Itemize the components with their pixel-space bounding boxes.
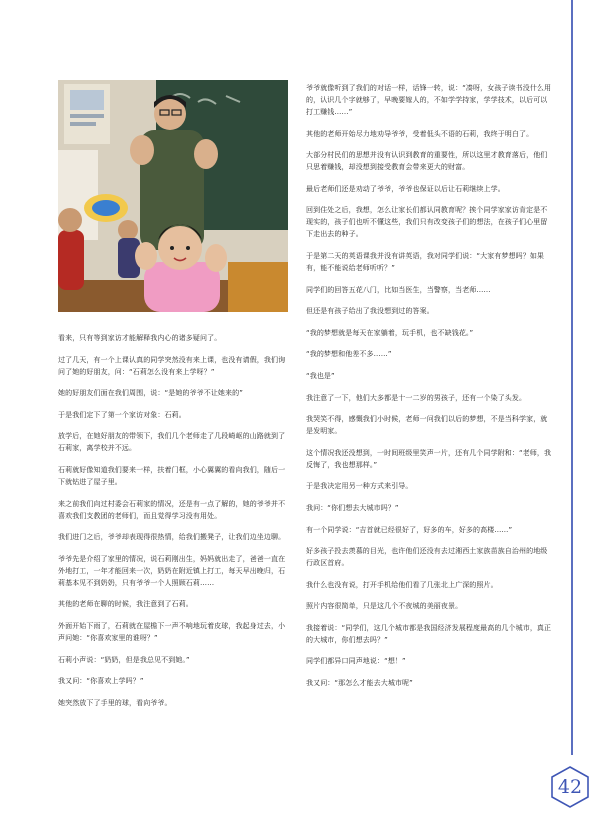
paragraph: 我又问：“你喜欢上学吗？”	[58, 677, 144, 686]
paragraph: “我的梦想和他差不多……”	[306, 350, 392, 359]
paragraph: 来之前我们向过村委会石莉家的情况，还是有一点了解的，她的爷爷并不喜欢我们支教团的老师们，而且觉得学习没有用处。	[58, 499, 286, 520]
paragraph: 有一个同学说：“吉首就已经很好了，好多的车，好多的高楼……”	[306, 525, 513, 534]
paragraph: “我也是”	[306, 371, 335, 380]
paragraph: 我什么也没有说，打开手机给他们看了几张北上广深的照片。	[306, 580, 498, 589]
paragraph: 我问：“你们想去大城市吗？”	[306, 503, 399, 512]
paragraph: 我们进门之后，爷爷却表现得很热情，给我们搬凳子，让我们边坐边聊。	[58, 533, 286, 542]
article-column-left	[58, 332, 290, 718]
paragraph: 爷爷先是介绍了家里的情况，说石莉刚出生，妈妈就出走了，爸爸一直在外地打工，一年才能回来一次，奶奶在附近镇上打工，每天早出晚归，石莉基本见不到奶奶，只有爷爷一个人照顾石莉……	[58, 554, 286, 587]
paragraph: 于是第二天的英语课我并没有讲英语，我对同学们说：“大家有梦想吗？如果有，能不能说给老师听听？”	[306, 251, 545, 272]
paragraph: “我的梦想就是每天在家躺着，玩手机，也不缺钱花。”	[306, 328, 474, 337]
paragraph: 她的好朋友们面在我们周围，说：“是她的爷爷不让她来的”	[58, 389, 243, 398]
classroom-photo-icon	[58, 80, 288, 312]
article-column-right	[306, 82, 554, 699]
paragraph: 最后老师们还是劝动了爷爷，爷爷也保证以后让石莉继续上学。	[306, 184, 505, 193]
paragraph: 石莉就好像知道我们要来一样，扶着门框，小心翼翼的看向我们，随后一下就钻进了屋子里。	[58, 465, 286, 486]
paragraph: 看来，只有等到家访才能解释我内心的诸多疑问了。	[58, 334, 222, 342]
paragraph: 我哭笑不得，感慨我们小时候，老师一问我们以后的梦想，不是当科学家，就是发明家。	[306, 415, 548, 436]
paragraph: 这个情况我还没想到，一时间班级里笑声一片，还有几个同学附和：“老师，我反悔了，我也想那样。”	[306, 448, 552, 469]
paragraph: 于是我决定用另一种方式来引导。	[306, 482, 413, 491]
paragraph: 石莉小声说：“奶奶，但是我总见不到她。”	[58, 655, 190, 664]
paragraph: 同学们的回答五花八门，比如当医生，当警察，当老师……	[306, 285, 491, 294]
paragraph: 其他的老师开始尽力地劝导爷爷，受着低头不语的石莉，我终于明白了。	[306, 129, 534, 138]
paragraph: 但还是有孩子给出了我没想到过的答案。	[306, 307, 434, 316]
paragraph: 放学后，在她好朋友的带领下，我们几个老师走了几段崎岖的山路就到了石莉家，离学校并不远。	[58, 432, 286, 453]
vertical-rule	[571, 0, 573, 755]
page-number: 42	[557, 776, 583, 798]
paragraph: 于是我们定下了第一个家访对象：石莉。	[58, 410, 186, 419]
paragraph: 爷爷就像听到了我们的对话一样，话锋一转，说：“凑呀，女孩子读书没什么用的，认识几个字就够了，早晚要嫁人的，不如学学持家，学学技术，以后可以打工赚钱……”	[306, 84, 552, 116]
paragraph: 其他的老师在聊的时候，我注意到了石莉。	[58, 600, 193, 609]
paragraph: 过了几天，有一个上课认真的同学突然没有来上课，也没有请假，我们询问了她的好朋友，问：“石莉怎么没有来上学呀？”	[58, 355, 286, 376]
paragraph: 照片内容很简单，只是这几个不夜城的美丽夜景。	[306, 602, 463, 611]
paragraph: 我接着说：“同学们，这几个城市都是我国经济发展程度最高的几个城市，真正的大城市，你们想去吗？”	[306, 623, 552, 644]
classroom-photo	[58, 80, 288, 312]
paragraph: 好多孩子投去羡慕的目光，也许他们还没有去过湘西土家族苗族自治州的地级行政区首府。	[306, 547, 548, 568]
paragraph: 我又问：“那怎么才能去大城市呢”	[306, 679, 413, 688]
paragraph: 她突然放下了手里的球，看向爷爷。	[58, 698, 172, 707]
paragraph: 外面开始下雨了，石莉就在屋檐下一声不响地玩着皮球，我起身过去，小声问她：“你喜欢家里的谁呀？”	[58, 621, 286, 642]
paragraph: 大部分村民们的思想并没有认识到教育的重要性，所以这里才教育落后，他们只思着赚钱，却没想到接受教育会带来更大的财富。	[306, 151, 548, 172]
paragraph: 回到住处之后，我想，怎么让家长们都认同教育呢？挨个同学家家访肯定是不现实的，孩子们也听不懂这些，我们只有改变孩子们的想法，在孩子们心里留下走出去的种子。	[306, 206, 548, 239]
paragraph: 同学们都异口同声地说：“想！”	[306, 657, 406, 666]
paragraph: 我注意了一下，他们大多都是十一二岁的男孩子，还有一个染了头发。	[306, 393, 527, 402]
